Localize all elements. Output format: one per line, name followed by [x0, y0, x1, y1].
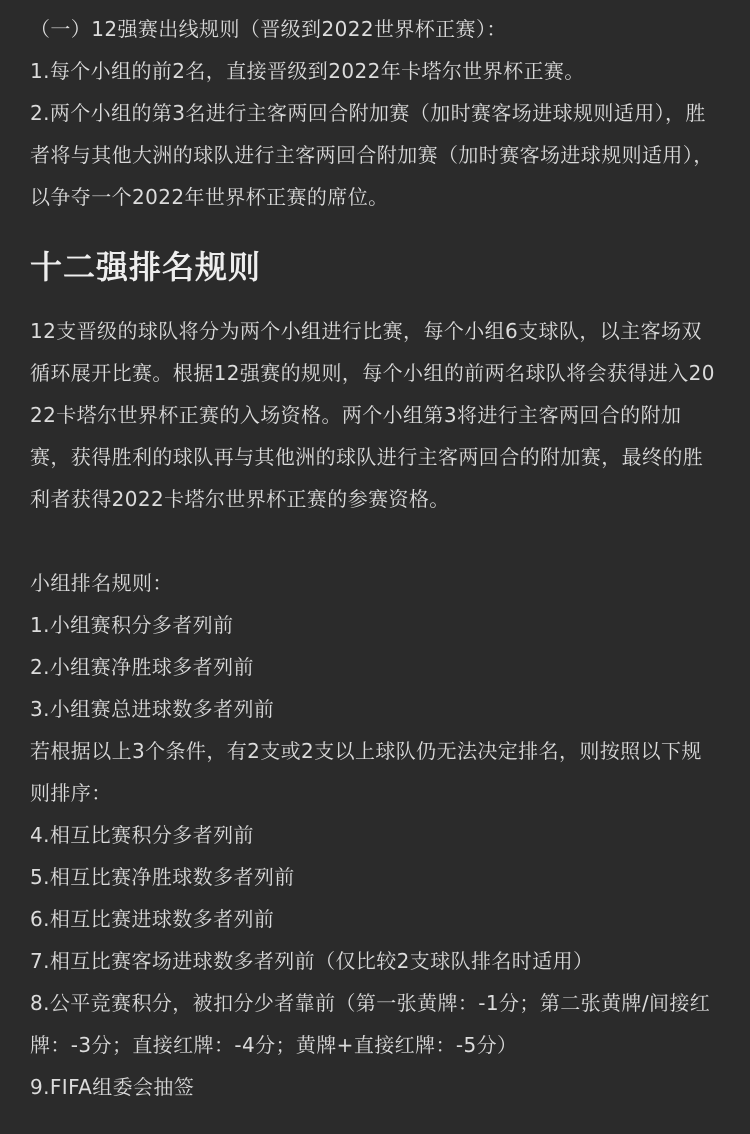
group-rule-4: 4.相互比赛积分多者列前 — [30, 823, 254, 847]
group-rules-title: 小组排名规则： — [30, 571, 173, 595]
tiebreak-note: 若根据以上3个条件，有2支或2支以上球队仍无法决定排名，则按照以下规则排序： — [30, 739, 702, 805]
group-rule-3: 3.小组赛总进球数多者列前 — [30, 697, 275, 721]
group-rule-8: 8.公平竞赛积分，被扣分少者靠前（第一张黄牌：-1分；第二张黄牌/间接红牌：-3分；直接红牌：-4分；黄牌+直接红牌：-5分） — [30, 991, 711, 1057]
group-rule-9: 9.FIFA组委会抽签 — [30, 1075, 195, 1099]
qualification-subtitle: （一）12强赛出线规则（晋级到2022世界杯正赛）： — [30, 17, 507, 41]
group-rule-7: 7.相互比赛客场进球数多者列前（仅比较2支球队排名时适用） — [30, 949, 594, 973]
group-rule-5: 5.相互比赛净胜球数多者列前 — [30, 865, 295, 889]
group-rule-1: 1.小组赛积分多者列前 — [30, 613, 234, 637]
group-rule-2: 2.小组赛净胜球多者列前 — [30, 655, 254, 679]
qualification-rule-1: 1.每个小组的前2名，直接晋级到2022年卡塔尔世界杯正赛。 — [30, 59, 585, 83]
group-rule-6: 6.相互比赛进球数多者列前 — [30, 907, 275, 931]
qualification-rule-2: 2.两个小组的第3名进行主客两回合附加赛（加时赛客场进球规则适用），胜者将与其他大洲的球队进行主客两回合附加赛（加时赛客场进球规则适用），以争夺一个2022年世界杯正赛的席位。 — [30, 101, 714, 209]
ranking-intro-paragraph: 12支晋级的球队将分为两个小组进行比赛，每个小组6支球队，以主客场双循环展开比赛。根据12强赛的规则，每个小组的前两名球队将会获得进入2022卡塔尔世界杯正赛的入场资格。两个小组第3将进行主客两回合的附加赛，获得胜利的球队再与其他洲的球队进行主客两回合的附加赛，最终的胜利者获得2022卡塔尔世界杯正赛的参赛资格。 — [30, 319, 715, 511]
ranking-rules-heading: 十二强排名规则 — [30, 248, 262, 286]
